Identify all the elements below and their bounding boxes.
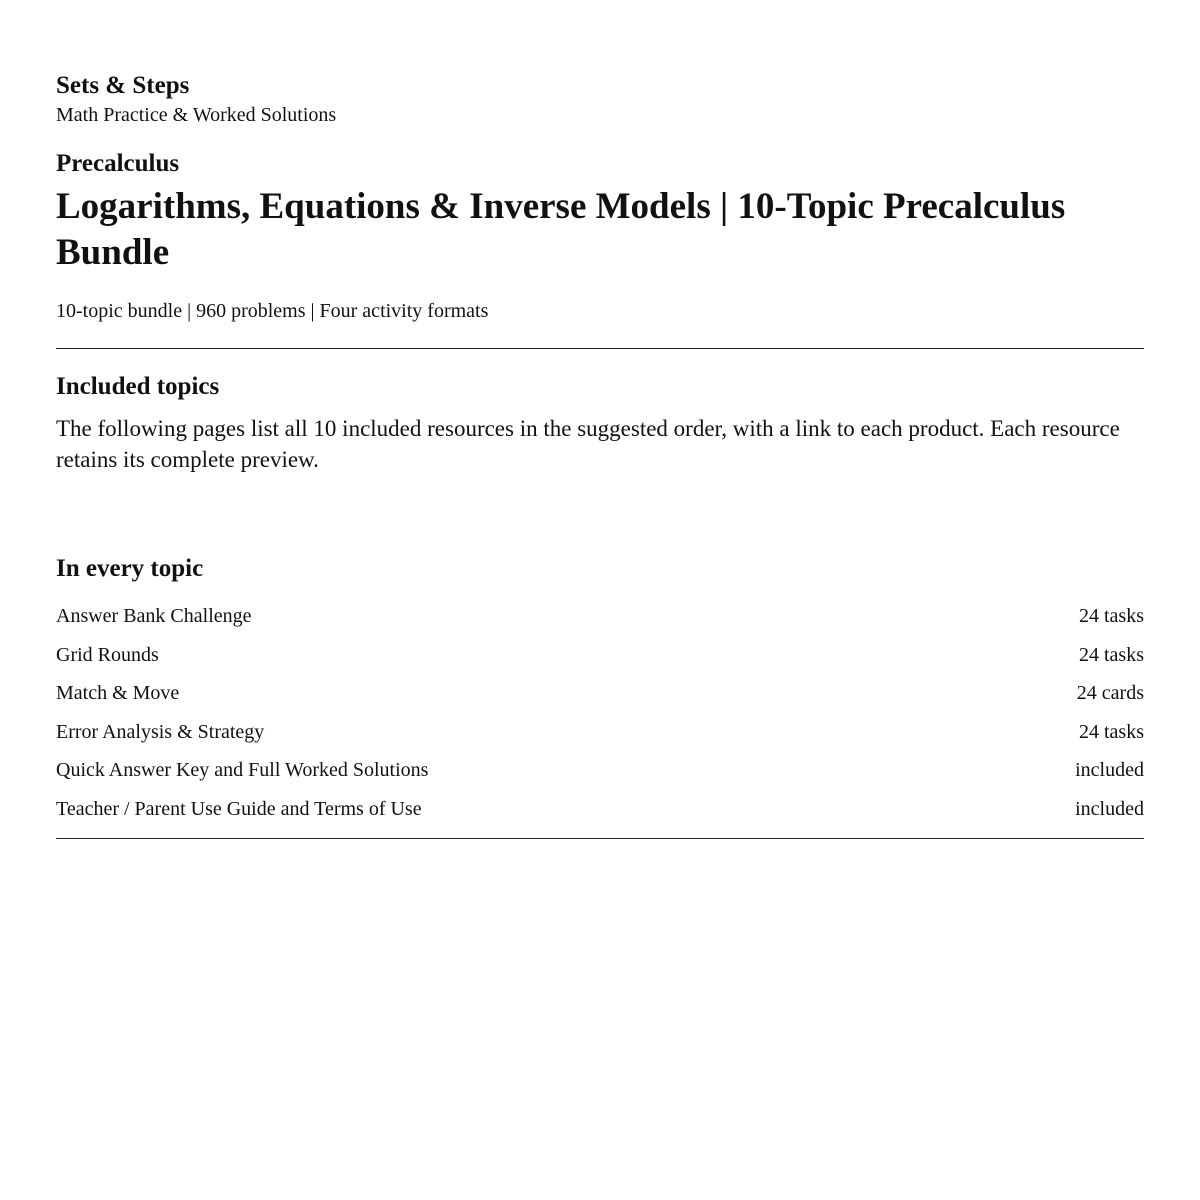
feature-value: included [1075, 797, 1144, 820]
feature-row [56, 636, 1144, 675]
document-page [56, 70, 1144, 839]
feature-label: Error Analysis & Strategy [56, 720, 265, 743]
feature-label: Match & Move [56, 682, 180, 704]
feature-value: 24 tasks [1079, 720, 1144, 743]
feature-value: 24 cards [1076, 682, 1144, 704]
feature-label: Teacher / Parent Use Guide and Terms of Use [56, 797, 422, 820]
included-topics-text: The following pages list all 10 included resources in the suggested order, with a link to each product. Each resource retains its complete preview. [56, 416, 1120, 472]
feature-value: 24 tasks [1079, 643, 1144, 666]
product-title: Logarithms, Equations & Inverse Models | 10-Topic Precalculus Bundle [56, 186, 1066, 273]
feature-row [56, 790, 1144, 829]
divider-bottom [56, 838, 1144, 839]
feature-list [56, 597, 1144, 828]
feature-row [56, 597, 1144, 636]
brand-tagline: Math Practice & Worked Solutions [56, 104, 337, 126]
brand-header [56, 70, 1144, 128]
included-topics-section [56, 371, 1144, 475]
brand-name: Sets & Steps [56, 72, 190, 99]
feature-value: included [1075, 759, 1144, 781]
feature-row [56, 713, 1144, 752]
feature-row [56, 674, 1144, 713]
included-topics-heading: Included topics [56, 373, 220, 400]
feature-label: Grid Rounds [56, 643, 159, 666]
product-meta: 10-topic bundle | 960 problems | Four activity formats [56, 300, 489, 322]
feature-value: 24 tasks [1079, 605, 1144, 627]
feature-label: Answer Bank Challenge [56, 605, 252, 627]
every-topic-section [56, 553, 1144, 828]
divider-top [56, 348, 1144, 349]
every-topic-heading: In every topic [56, 555, 204, 582]
feature-label: Quick Answer Key and Full Worked Solutions [56, 759, 429, 781]
feature-row [56, 751, 1144, 790]
subject-label: Precalculus [56, 150, 180, 177]
